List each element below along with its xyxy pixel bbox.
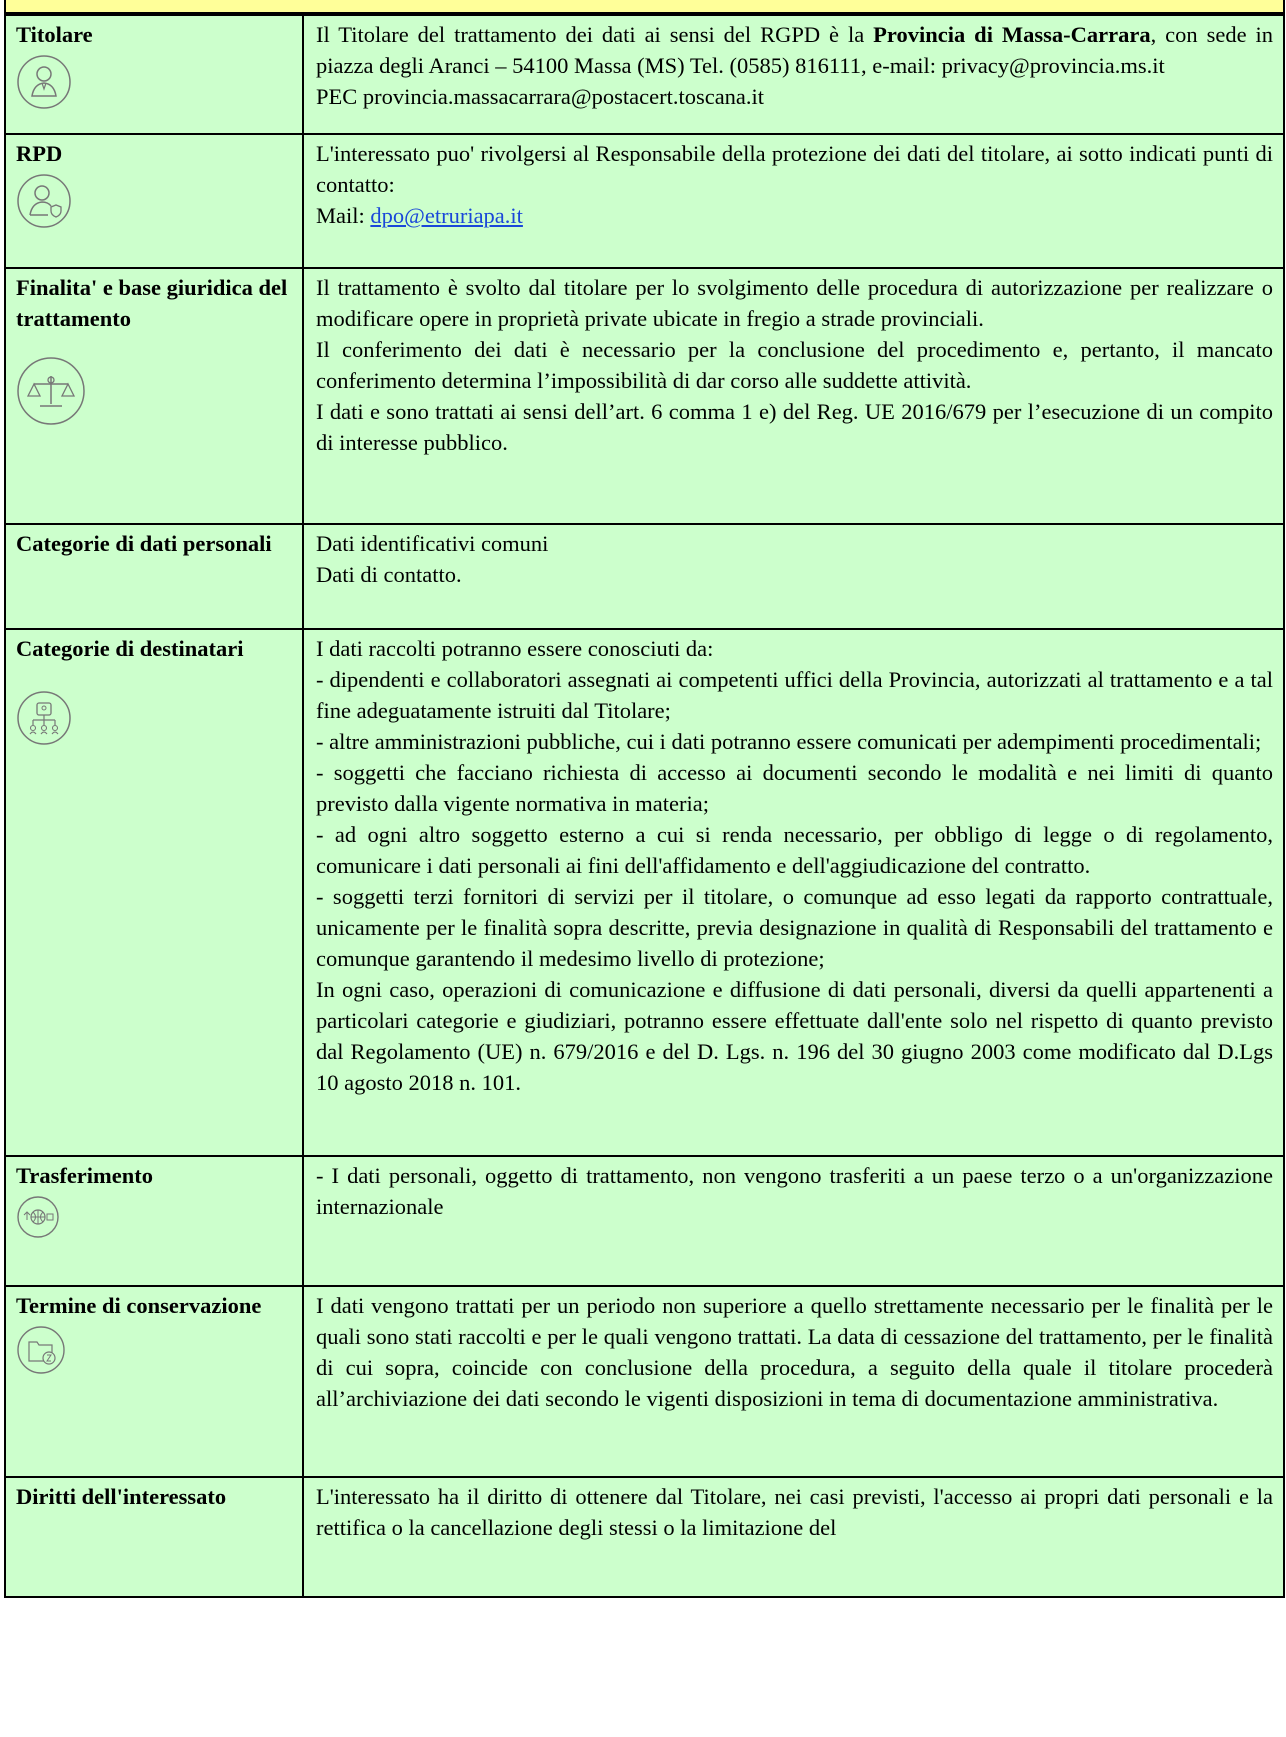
rpd-mail-line (316, 200, 1273, 231)
titolare-line (316, 19, 1273, 81)
row-conservazione (5, 1286, 1284, 1477)
finalita-paragraph-1: Il trattamento è svolto dal titolare per lo svolgimento delle procedura di autorizzazione per realizzare o modificare opere in proprietà private ubicate in fregio a strade provinciali. (316, 275, 1273, 331)
header-band (4, 0, 1285, 14)
globe-transfer-icon (16, 1195, 296, 1239)
destinatari-intro: I dati raccolti potranno essere conosciuti da: (316, 636, 714, 661)
titolare-text-pre: Il Titolare del trattamento dei dati ai sensi del RGPD è la (316, 22, 874, 47)
destinatari-item-2: - altre amministrazioni pubbliche, cui i dati potranno essere comunicati per adempimenti procedimentali; (316, 729, 1262, 754)
row-titolare (5, 15, 1284, 134)
titolare-text-post: , con sede in piazza degli Aranci – 54100 Massa (MS) Tel. (0585) 816111, e-mail: privacy@provincia.ms.it (316, 22, 1274, 78)
destinatari-item-4: - ad ogni altro soggetto esterno a cui si renda necessario, per obbligo di legge o di regolamento, comunicare i dati personali ai fini dell'affidamento e dell'aggiudicazione del contratto. (316, 822, 1273, 878)
categorie-dati-line-2: Dati di contatto. (316, 562, 462, 587)
row-destinatari (5, 629, 1284, 1156)
row-trasferimento (5, 1156, 1284, 1286)
person-icon (16, 54, 296, 110)
scales-icon (16, 356, 296, 426)
org-chart-icon (16, 690, 296, 746)
titolare-pec: PEC provincia.massacarrara@postacert.toscana.it (316, 84, 765, 109)
row-label-categorie-dati: Categorie di dati personali (16, 531, 272, 556)
rpd-text: L'interessato puo' rivolgersi al Responsabile della protezione dei dati del titolare, ai sotto indicati punti di contatto: (316, 141, 1273, 197)
folder-timer-icon (16, 1325, 296, 1375)
destinatari-item-1: - dipendenti e collaboratori assegnati ai competenti uffici della Provincia, autorizzati al trattamento e a tal fine adeguatamente istruiti dal Titolare; (316, 667, 1273, 723)
privacy-notice-table (4, 14, 1285, 1598)
rpd-mail-label: Mail: (316, 203, 371, 228)
row-label-titolare: Titolare (16, 22, 93, 47)
row-finalita (5, 268, 1284, 524)
row-label-conservazione: Termine di conservazione (16, 1293, 262, 1318)
titolare-name: Provincia di Massa-Carrara (873, 22, 1151, 47)
row-label-trasferimento: Trasferimento (16, 1163, 154, 1188)
destinatari-closing: In ogni caso, operazioni di comunicazione e diffusione di dati personali, diversi da quelli appartenenti a particolari categorie e giudiziari, potranno essere effettuate dall'ente solo nel rispetto di quanto previsto dal Regolamento (UE) n. 679/2016 e del D. Lgs. n. 196 del 30 giugno 2003 come modificato dal D.Lgs 10 agosto 2018 n. 101. (316, 977, 1273, 1095)
row-label-diritti: Diritti dell'interessato (16, 1484, 227, 1509)
categorie-dati-line-1: Dati identificativi comuni (316, 531, 549, 556)
row-categorie-dati (5, 524, 1284, 629)
finalita-paragraph-2: Il conferimento dei dati è necessario per la conclusione del procedimento e, pertanto, il mancato conferimento determina l’impossibilità di dar corso alle suddette attività. (316, 337, 1273, 393)
row-label-destinatari: Categorie di destinatari (16, 636, 244, 661)
row-label-finalita: Finalita' e base giuridica del trattamento (16, 275, 288, 331)
dpo-email-link[interactable]: dpo@etruriapa.it (370, 203, 523, 228)
conservazione-text: I dati vengono trattati per un periodo non superiore a quello strettamente necessario per le finalità per le quali sono stati raccolti e per le quali vengono trattati. La data di cessazione del trattamento, per le finalità di cui sopra, coincide con conclusione della procedura, a seguito della quale il titolare procederà all’archiviazione dei dati secondo le vigenti disposizioni in tema di documentazione amministrativa. (316, 1293, 1273, 1411)
destinatari-item-5: - soggetti terzi fornitori di servizi per il titolare, o comunque ad esso legati da rapporto contrattuale, unicamente per le finalità sopra descritte, previa designazione in qualità di Responsabili del trattamento e comunque garantendo il medesimo livello di protezione; (316, 884, 1273, 971)
trasferimento-text: - I dati personali, oggetto di trattamento, non vengono trasferiti a un paese terzo o a un'organizzazione internazionale (316, 1163, 1273, 1219)
person-shield-icon (16, 173, 296, 229)
row-diritti (5, 1477, 1284, 1597)
row-label-rpd: RPD (16, 141, 63, 166)
finalita-paragraph-3: I dati e sono trattati ai sensi dell’art. 6 comma 1 e) del Reg. UE 2016/679 per l’esecuzione di un compito di interesse pubblico. (316, 399, 1273, 455)
row-rpd (5, 134, 1284, 268)
destinatari-item-3: - soggetti che facciano richiesta di accesso ai documenti secondo le modalità e nei limiti di quanto previsto dalla vigente normativa in materia; (316, 760, 1273, 816)
diritti-text: L'interessato ha il diritto di ottenere dal Titolare, nei casi previsti, l'accesso ai propri dati personali e la rettifica o la cancellazione degli stessi o la limitazione del (316, 1484, 1273, 1540)
